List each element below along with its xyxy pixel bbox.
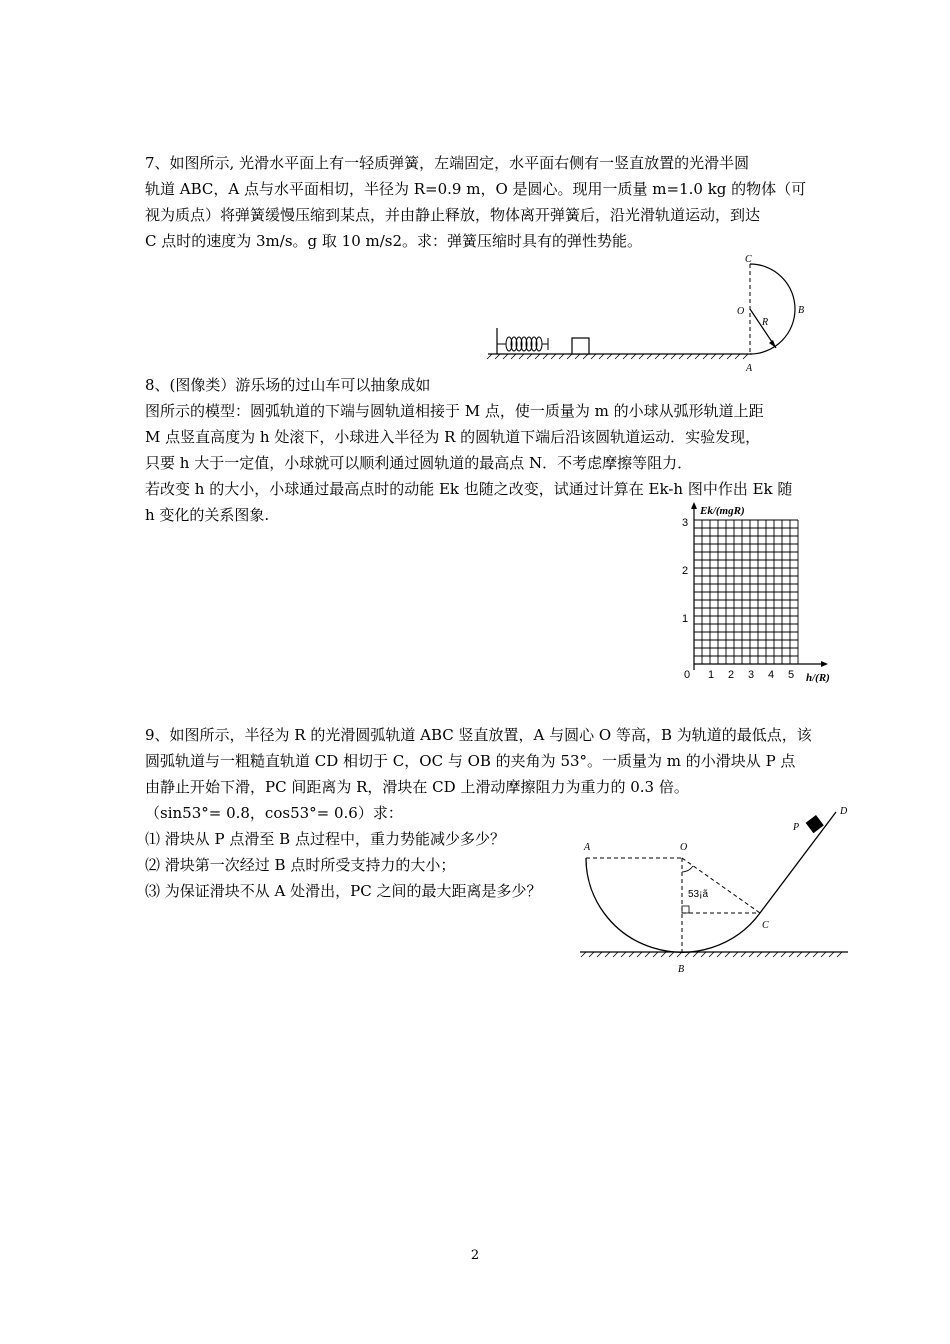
q8-xtick-5: 5 <box>788 669 795 681</box>
q8-line-4: 只要 h 大于一定值，小球就可以顺利通过圆轨道的最高点 N．不考虑摩擦等阻力． <box>145 454 693 472</box>
q9-item-3: ⑶ 为保证滑块不从 A 处滑出，PC 之间的最大距离是多少？ <box>145 882 542 900</box>
q9-right-angle-mark <box>682 906 689 913</box>
q8-line-1: 8、(图像类）游乐场的过山车可以抽象成如 <box>145 376 431 394</box>
q9-label-A: A <box>584 842 591 853</box>
q8-origin: 0 <box>684 669 691 681</box>
q8-ytick-2: 2 <box>682 565 689 577</box>
q8-line-6: h 变化的关系图象. <box>145 506 270 524</box>
q8-xtick-1: 1 <box>708 669 715 681</box>
q8-x-arrow <box>821 661 828 667</box>
q7-line-3: 视为质点）将弹簧缓慢压缩到某点，并由静止释放，物体离开弹簧后，沿光滑轨道运动，到达 <box>145 206 761 224</box>
q7-line-2: 轨道 ABC，A 点与水平面相切，半径为 R=0.9 m，O 是圆心。现用一质量 m=1.0 kg 的物体（可 <box>145 180 807 198</box>
q7-label-B: B <box>798 305 805 316</box>
q8-grid-lines <box>694 520 798 664</box>
q9-item-2: ⑵ 滑块第一次经过 B 点时所受支持力的大小； <box>145 856 456 874</box>
q9-item-1: ⑴ 滑块从 P 点滑至 B 点过程中，重力势能减少多少？ <box>145 830 505 848</box>
q9-angle-label: 53¡ã <box>688 889 709 900</box>
q8-line-2: 图所示的模型：圆弧轨道的下端与圆轨道相接于 M 点，使一质量为 m 的小球从弧形轨道上距 <box>145 402 764 420</box>
q8-line-5: 若改变 h 的大小，小球通过最高点时的动能 Ek 也随之改变，试通过计算在 Ek-h 图中作出 Ek 随 <box>145 480 793 498</box>
q9-line-3: 由静止开始下滑，PC 间距离为 R，滑块在 CD 上滑动摩擦阻力为重力的 0.3 倍。 <box>145 778 689 796</box>
q7-arrow-head <box>769 340 776 348</box>
q9-figure <box>578 800 850 980</box>
q7-label-A: A <box>746 363 753 374</box>
q8-y-axis-label: Ek/(mgR) <box>700 505 745 517</box>
q8-xtick-4: 4 <box>768 669 775 681</box>
q7-spring <box>497 337 548 351</box>
q8-y-arrow <box>691 502 697 509</box>
q7-label-R: R <box>762 317 769 328</box>
q9-label-C: C <box>762 920 769 931</box>
q8-x-axis-label: h/(R) <box>806 672 830 684</box>
q8-ytick-3: 3 <box>682 517 689 529</box>
question-7-text <box>145 150 820 254</box>
q9-line-4: （sin53°= 0.8，cos53°= 0.6）求： <box>145 804 403 822</box>
q9-label-D: D <box>840 806 848 817</box>
q7-line-1: 7、如图所示, 光滑水平面上有一轻质弹簧，左端固定，水平面右侧有一竖直放置的光滑半圆 <box>145 154 750 172</box>
q9-block-P <box>806 815 824 833</box>
q9-line-OC <box>682 858 760 913</box>
q9-arc-track <box>586 858 760 952</box>
q8-line-3: M 点竖直高度为 h 处滚下，小球进入半径为 R 的圆轨道下端后沿该圆轨道运动．实验发现， <box>145 428 761 446</box>
q7-label-O: O <box>737 306 745 317</box>
q9-label-B: B <box>678 964 685 975</box>
q9-label-P: P <box>793 822 800 833</box>
q7-block <box>572 338 589 354</box>
q8-ytick-1: 1 <box>682 613 689 625</box>
q9-angle-arc <box>682 866 693 872</box>
q9-line-2: 圆弧轨道与一粗糙直轨道 CD 相切于 C，OC 与 OB 的夹角为 53°。一质量为 m 的小滑块从 P 点 <box>145 752 796 770</box>
q7-figure <box>480 252 820 376</box>
page-number: 2 <box>470 1248 480 1263</box>
q9-ground-hatch <box>581 952 842 957</box>
q8-xtick-2: 2 <box>728 669 735 681</box>
q7-label-C: C <box>745 254 752 265</box>
q7-ground-hatch <box>487 354 748 359</box>
q8-xtick-3: 3 <box>748 669 755 681</box>
q8-ek-h-grid <box>676 500 842 686</box>
q7-line-4: C 点时的速度为 3m/s。g 取 10 m/s2。求：弹簧压缩时具有的弹性势能。 <box>145 232 643 250</box>
q9-label-O: O <box>680 842 688 853</box>
q9-line-1: 9、如图所示，半径为 R 的光滑圆弧轨道 ABC 竖直放置，A 与圆心 O 等高，B 为轨道的最低点，该 <box>145 726 812 744</box>
